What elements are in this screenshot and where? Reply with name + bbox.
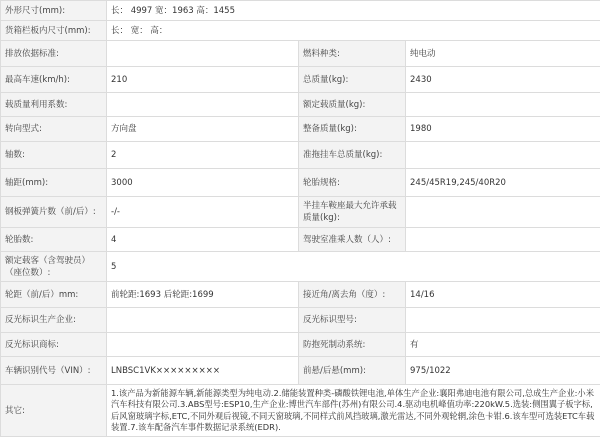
spec-label: 防抱死制动系统:	[299, 333, 406, 357]
spec-value	[406, 197, 600, 228]
spec-value: -/-	[107, 197, 299, 228]
spec-value	[107, 93, 299, 117]
spec-row	[1, 228, 600, 252]
spec-label: 总质量(kg):	[299, 67, 406, 93]
spec-row	[1, 1, 600, 21]
spec-value	[107, 308, 299, 333]
spec-label: 半挂车鞍座最大允许承载质量(kg):	[299, 197, 406, 228]
spec-value	[107, 41, 299, 67]
spec-value: 纯电动	[406, 41, 600, 67]
spec-row	[1, 333, 600, 357]
spec-label: 排放依据标准:	[1, 41, 107, 67]
spec-row	[1, 93, 600, 117]
spec-label: 反光标识型号:	[299, 308, 406, 333]
spec-value: 有	[406, 333, 600, 357]
spec-value: 210	[107, 67, 299, 93]
spec-value	[406, 142, 600, 169]
spec-label: 接近角/离去角（度）:	[299, 282, 406, 308]
spec-value: 3000	[107, 169, 299, 197]
spec-label: 货箱栏板内尺寸(mm):	[1, 21, 107, 41]
spec-label: 轴数:	[1, 142, 107, 169]
spec-label: 外形尺寸(mm):	[1, 1, 107, 21]
spec-row	[1, 282, 600, 308]
spec-label: 载质量利用系数:	[1, 93, 107, 117]
spec-label: 车辆识别代号（VIN）:	[1, 357, 107, 385]
spec-label: 轮胎数:	[1, 228, 107, 252]
spec-label: 前悬/后悬(mm):	[299, 357, 406, 385]
spec-label: 反光标识商标:	[1, 333, 107, 357]
spec-row	[1, 252, 600, 282]
spec-row	[1, 117, 600, 142]
spec-value	[406, 228, 600, 252]
spec-label: 驾驶室准乘人数（人）:	[299, 228, 406, 252]
spec-label: 轮胎规格:	[299, 169, 406, 197]
spec-row	[1, 67, 600, 93]
spec-value: 长： 4997 宽：1963 高：1455	[107, 1, 600, 21]
spec-label: 燃料种类:	[299, 41, 406, 67]
spec-row	[1, 169, 600, 197]
spec-value: 4	[107, 228, 299, 252]
spec-label: 轴距(mm):	[1, 169, 107, 197]
spec-value: 前轮距:1693 后轮距:1699	[107, 282, 299, 308]
spec-row	[1, 385, 600, 437]
spec-label: 轮距（前/后）mm:	[1, 282, 107, 308]
spec-label: 整备质量(kg):	[299, 117, 406, 142]
spec-value	[406, 308, 600, 333]
spec-value: 1980	[406, 117, 600, 142]
spec-label: 最高车速(km/h):	[1, 67, 107, 93]
spec-value: 975/1022	[406, 357, 600, 385]
spec-row	[1, 21, 600, 41]
spec-value: 2	[107, 142, 299, 169]
spec-value	[406, 93, 600, 117]
spec-row	[1, 308, 600, 333]
spec-value: 5	[107, 252, 600, 282]
spec-label: 准拖挂车总质量(kg):	[299, 142, 406, 169]
spec-row	[1, 142, 600, 169]
spec-value: 245/45R19,245/40R20	[406, 169, 600, 197]
spec-table-body	[1, 1, 600, 437]
spec-value: 14/16	[406, 282, 600, 308]
spec-label: 其它:	[1, 385, 107, 437]
spec-row	[1, 357, 600, 385]
spec-label: 额定载客（含驾驶员）（座位数）:	[1, 252, 107, 282]
spec-value: 2430	[406, 67, 600, 93]
spec-row	[1, 197, 600, 228]
spec-label: 反光标识生产企业:	[1, 308, 107, 333]
spec-value: 1.该产品为新能源车辆,新能源类型为纯电动.2.储能装置种类-磷酸铁锂电池,单体生产企业:襄阳弗迪电池有限公司,总成生产企业:小米汽车科技有限公司.3.ABS型号:ESP10,生产企业:博世汽车部件(苏州)有限公司.4.驱动电机峰值功率:220kW.5.选装:侧围翼子板字标,后风窗玻璃字标,ETC,不同外观后视镜,不同天窗玻璃,不同样式前风挡玻璃,激光雷达,不同外观轮辋,涂色卡钳.6.该车型可选装ETC车载装置.7.该车配备汽车事件数据记录系统(EDR).	[107, 385, 600, 437]
spec-label: 钢板弹簧片数（前/后）:	[1, 197, 107, 228]
spec-value: LNBSC1VK×××××××××	[107, 357, 299, 385]
spec-value	[107, 333, 299, 357]
spec-label: 额定载质量(kg):	[299, 93, 406, 117]
spec-row	[1, 41, 600, 67]
spec-value: 长： 宽： 高：	[107, 21, 600, 41]
spec-value: 方向盘	[107, 117, 299, 142]
spec-label: 转向型式:	[1, 117, 107, 142]
